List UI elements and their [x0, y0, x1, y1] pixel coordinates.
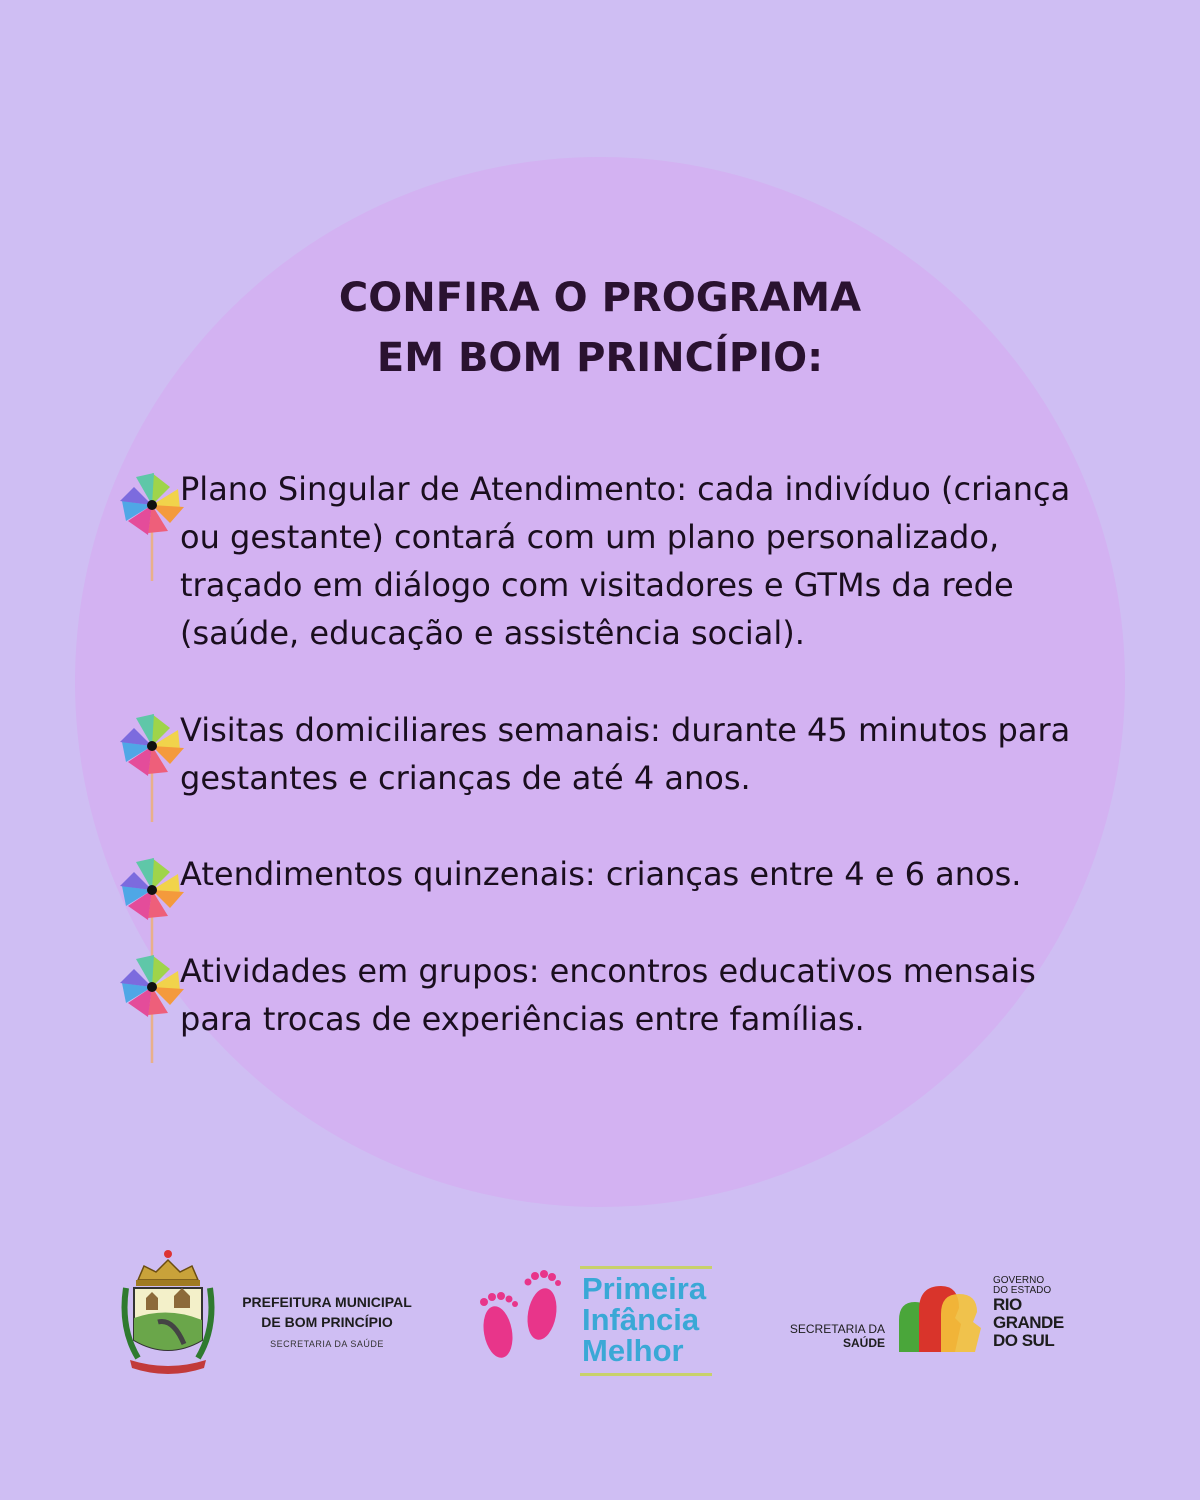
footer-logos	[0, 1240, 1200, 1400]
pinwheel-icon	[118, 706, 188, 824]
primeira-infancia-melhor-logo	[580, 1266, 712, 1376]
title-line-1: CONFIRA O PROGRAMA	[338, 275, 862, 321]
list-item-text: Visitas domiciliares semanais: durante 45 minutos para gestantes e crianças de até 4 anos.	[180, 711, 1071, 797]
baby-feet-icon	[470, 1262, 570, 1372]
prefeitura-line-3: SECRETARIA DA SAÚDE	[270, 1339, 384, 1349]
pinwheel-icon	[118, 947, 188, 1065]
rs-government-heads-icon	[895, 1280, 985, 1352]
list-item-text: Atendimentos quinzenais: crianças entre 4 e 6 anos.	[180, 855, 1022, 893]
governo-line-4: GRANDE	[993, 1313, 1064, 1332]
pim-line-1: Primeira	[582, 1271, 707, 1306]
list-item-text: Plano Singular de Atendimento: cada indivíduo (criança ou gestante) contará com um plano personalizado, traçado em diálogo com visitadores e GTMs da rede (saúde, educação e assistência social).	[180, 470, 1071, 652]
secretaria-line-1: SECRETARIA DA	[789, 1322, 885, 1336]
prefeitura-logo-text	[232, 1292, 422, 1349]
pinwheel-icon	[118, 465, 188, 583]
municipal-crest-icon	[118, 1248, 218, 1378]
secretaria-saude-text	[770, 1322, 885, 1350]
title-line-2: EM BOM PRINCÍPIO:	[376, 335, 824, 381]
secretaria-line-2: SAÚDE	[842, 1336, 885, 1350]
pim-line-3: Melhor	[582, 1333, 684, 1368]
page-title	[0, 268, 1200, 388]
governo-line-2: DO ESTADO	[993, 1285, 1052, 1296]
governo-line-3: RIO	[993, 1295, 1022, 1314]
governo-rs-logo-text	[993, 1276, 1093, 1350]
prefeitura-line-2: DE BOM PRINCÍPIO	[261, 1314, 393, 1330]
pim-line-2: Infância	[582, 1302, 700, 1337]
prefeitura-line-1: PREFEITURA MUNICIPAL	[242, 1294, 412, 1310]
governo-line-1: GOVERNO	[993, 1275, 1045, 1286]
governo-line-5: DO SUL	[993, 1331, 1055, 1350]
list-item-text: Atividades em grupos: encontros educativos mensais para trocas de experiências entre famílias.	[180, 952, 1036, 1038]
